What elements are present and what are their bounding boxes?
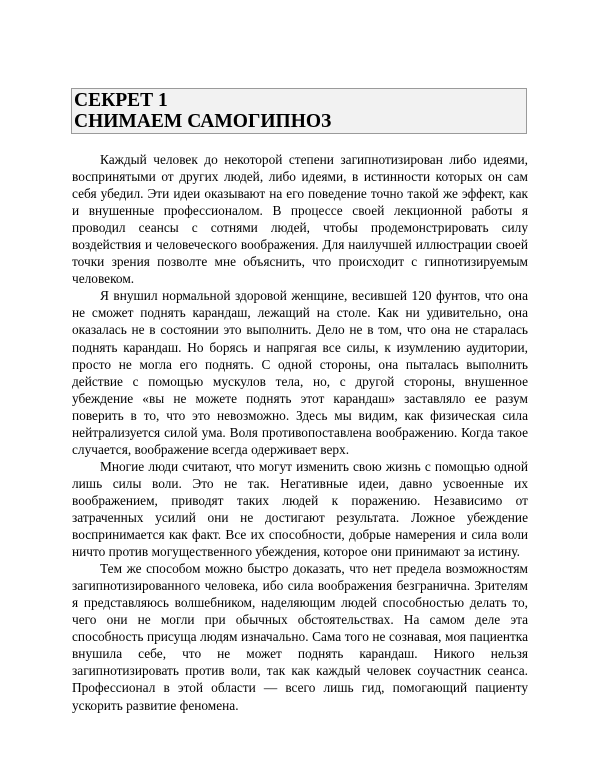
body-text — [72, 151, 528, 714]
paragraph: Я внушил нормальной здоровой женщине, весившей 120 фунтов, что она не сможет поднять карандаш, лежащий на столе. Как ни удивительно, она оказалась не в состоянии это выполнить. Дело не в том, что она не старалась поднять карандаш. Но борясь и напрягая все силы, к изумлению аудитории, просто не могла его поднять. С одной стороны, она пыталась выполнить действие с помощью мускулов тела, но, с другой стороны, внушенное убеждение «вы не можете поднять этот карандаш» заставляло ее разум поверить в то, что это невозможно. Здесь мы видим, как физическая сила нейтрализуется силой ума. Воля противопоставлена воображению. Когда такое случается, воображение всегда одерживает верх. — [72, 288, 528, 457]
chapter-heading — [71, 88, 527, 134]
chapter-number: СЕКРЕТ 1 — [74, 90, 168, 111]
paragraph: Тем же способом можно быстро доказать, что нет предела возможностям загипнотизированного человека, ибо сила воображения безгранична. Зрителям я представляюсь волшебником, наделяющим людей способностью делать то, чего они не могли при обычных обстоятельствах. На самом деле эта способность присуща людям изначально. Сама того не сознавая, моя пациентка внушила себе, что не может поднять карандаш. Никого нельзя загипнотизировать против воли, так как каждый человек соучастник сеанса. Профессионал в этой области — всего лишь гид, помогающий пациенту ускорить развитие феномена. — [72, 561, 528, 713]
paragraph: Многие люди считают, что могут изменить свою жизнь с помощью одной лишь силы воли. Это не так. Негативные идеи, давно усвоенные их воображением, приводят таких людей к поражению. Независимо от затраченных усилий они не достигают результата. Ложное убеждение воспринимается как факт. Все их способности, добрые намерения и сила воли ничто против могущественного убеждения, которое они принимают за истину. — [72, 458, 528, 560]
chapter-title: СНИМАЕМ САМОГИПНОЗ — [74, 111, 332, 132]
paragraph: Каждый человек до некоторой степени загипнотизирован либо идеями, воспринятыми от других людей, либо идеями, в истинности которых он сам себя убедил. Эти идеи оказывают на его поведение точно такой же эффект, как и внушенные профессионалом. В процессе своей лекционной работы я проводил сеансы с сотнями людей, чтобы продемонстрировать силу воздействия и человеческого воображения. Для наилучшей иллюстрации своей точки зрения позволте мне объяснить, что происходит с гипнотизируемым человеком. — [72, 152, 528, 287]
